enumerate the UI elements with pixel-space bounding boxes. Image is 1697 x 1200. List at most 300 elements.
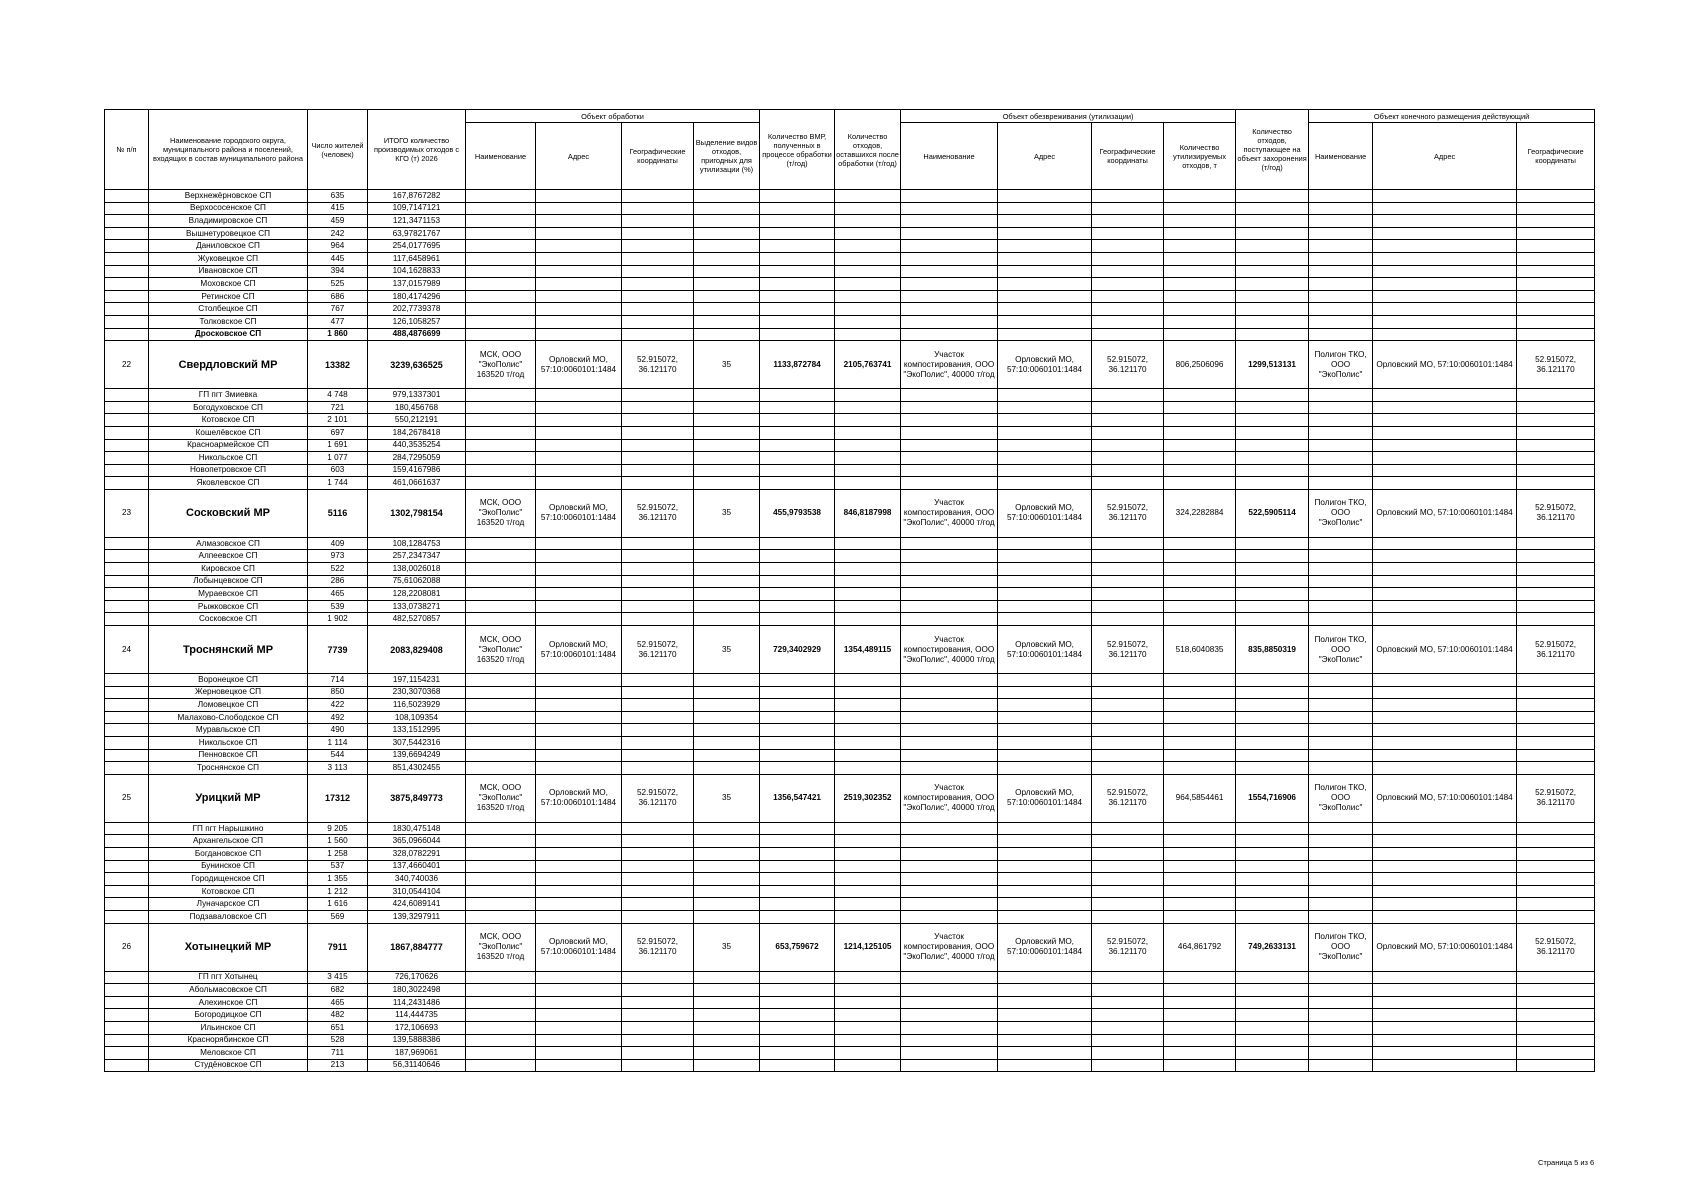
header-final-address: Адрес	[1373, 123, 1517, 190]
settlement-name: Сосковское СП	[149, 613, 308, 626]
population: 525	[308, 278, 368, 291]
empty-cell	[835, 252, 901, 265]
empty-cell	[1236, 464, 1309, 477]
empty-cell	[1092, 202, 1164, 215]
empty-cell	[1309, 686, 1373, 699]
empty-cell	[998, 971, 1092, 984]
burial-quantity: 1554,716906	[1236, 774, 1309, 822]
empty-cell	[1092, 290, 1164, 303]
settlement-row	[105, 711, 1595, 724]
empty-cell	[622, 328, 694, 341]
empty-cell	[1164, 452, 1236, 465]
empty-cell	[1517, 252, 1595, 265]
total-waste: 310,0544104	[368, 885, 466, 898]
empty-cell	[622, 389, 694, 402]
empty-cell	[466, 613, 536, 626]
burial-quantity: 1299,513131	[1236, 341, 1309, 389]
empty-cell	[1164, 240, 1236, 253]
utilization-quantity: 464,861792	[1164, 923, 1236, 971]
empty-cell	[835, 724, 901, 737]
utilization-quantity: 518,6040835	[1164, 626, 1236, 674]
empty-cell	[835, 1021, 901, 1034]
total-waste: 104,1628833	[368, 265, 466, 278]
total-waste: 461,0661637	[368, 477, 466, 490]
header-burial: Количество отходов, поступающее на объект захоронения (т/год)	[1236, 110, 1309, 190]
row-number	[105, 575, 149, 588]
empty-cell	[694, 1034, 760, 1047]
empty-cell	[760, 984, 835, 997]
settlement-row	[105, 737, 1595, 750]
empty-cell	[998, 762, 1092, 775]
empty-cell	[466, 215, 536, 228]
empty-cell	[998, 1021, 1092, 1034]
empty-cell	[901, 563, 998, 576]
empty-cell	[1373, 686, 1517, 699]
total-waste: 139,3297911	[368, 910, 466, 923]
empty-cell	[694, 898, 760, 911]
empty-cell	[1236, 202, 1309, 215]
row-number	[105, 550, 149, 563]
empty-cell	[536, 835, 622, 848]
empty-cell	[1164, 190, 1236, 203]
remaining-waste: 846,8187998	[835, 489, 901, 537]
empty-cell	[536, 984, 622, 997]
empty-cell	[622, 588, 694, 601]
header-population: Число жителей (человек)	[308, 110, 368, 190]
empty-cell	[760, 537, 835, 550]
empty-cell	[901, 389, 998, 402]
settlement-name: Муравльское СП	[149, 724, 308, 737]
empty-cell	[1236, 252, 1309, 265]
empty-cell	[466, 439, 536, 452]
processing-coordinates: 52.915072, 36.121170	[622, 626, 694, 674]
empty-cell	[901, 464, 998, 477]
empty-cell	[536, 674, 622, 687]
empty-cell	[835, 1034, 901, 1047]
empty-cell	[1092, 252, 1164, 265]
empty-cell	[1236, 389, 1309, 402]
total-waste: 257,2347347	[368, 550, 466, 563]
empty-cell	[1309, 699, 1373, 712]
empty-cell	[998, 674, 1092, 687]
settlement-row	[105, 389, 1595, 402]
settlement-name: Владимировское СП	[149, 215, 308, 228]
empty-cell	[466, 749, 536, 762]
empty-cell	[1373, 240, 1517, 253]
total-waste: 851,4302455	[368, 762, 466, 775]
empty-cell	[1309, 240, 1373, 253]
empty-cell	[536, 1034, 622, 1047]
empty-cell	[466, 686, 536, 699]
empty-cell	[694, 737, 760, 750]
settlement-row	[105, 600, 1595, 613]
empty-cell	[466, 1034, 536, 1047]
population: 714	[308, 674, 368, 687]
header-proc-name: Наименование	[466, 123, 536, 190]
row-number	[105, 910, 149, 923]
empty-cell	[1092, 315, 1164, 328]
settlement-name: Жуковецкое СП	[149, 252, 308, 265]
empty-cell	[466, 737, 536, 750]
processing-name: МСК, ООО "ЭкоПолис" 163520 т/год	[466, 774, 536, 822]
settlement-name: Архангельское СП	[149, 835, 308, 848]
population: 445	[308, 252, 368, 265]
empty-cell	[1373, 674, 1517, 687]
empty-cell	[1236, 699, 1309, 712]
row-number	[105, 885, 149, 898]
empty-cell	[1373, 984, 1517, 997]
empty-cell	[1517, 401, 1595, 414]
empty-cell	[1164, 873, 1236, 886]
empty-cell	[1373, 227, 1517, 240]
settlement-row	[105, 563, 1595, 576]
row-number	[105, 749, 149, 762]
utilization-coordinates: 52.915072, 36.121170	[1092, 774, 1164, 822]
empty-cell	[694, 426, 760, 439]
empty-cell	[536, 860, 622, 873]
row-number	[105, 414, 149, 427]
row-number: 26	[105, 923, 149, 971]
empty-cell	[694, 190, 760, 203]
settlement-row	[105, 971, 1595, 984]
empty-cell	[1309, 724, 1373, 737]
empty-cell	[760, 860, 835, 873]
empty-cell	[1236, 588, 1309, 601]
empty-cell	[622, 873, 694, 886]
empty-cell	[466, 822, 536, 835]
population: 544	[308, 749, 368, 762]
total-waste: 424,6089141	[368, 898, 466, 911]
utilization-name: Участок компостирования, ООО "ЭкоПолис", 40000 т/год	[901, 626, 998, 674]
empty-cell	[998, 699, 1092, 712]
empty-cell	[1373, 1034, 1517, 1047]
empty-cell	[835, 711, 901, 724]
empty-cell	[1373, 426, 1517, 439]
empty-cell	[536, 426, 622, 439]
empty-cell	[536, 885, 622, 898]
total-waste: 197,1154231	[368, 674, 466, 687]
empty-cell	[1309, 190, 1373, 203]
empty-cell	[1309, 315, 1373, 328]
empty-cell	[1517, 477, 1595, 490]
row-number	[105, 971, 149, 984]
settlement-row	[105, 315, 1595, 328]
empty-cell	[622, 190, 694, 203]
settlement-row	[105, 290, 1595, 303]
empty-cell	[901, 303, 998, 316]
empty-cell	[998, 315, 1092, 328]
empty-cell	[536, 477, 622, 490]
empty-cell	[622, 290, 694, 303]
empty-cell	[622, 737, 694, 750]
empty-cell	[998, 749, 1092, 762]
total-waste: 128,2208081	[368, 588, 466, 601]
processing-address: Орловский МО, 57:10:0060101:1484	[536, 923, 622, 971]
vmr-quantity: 729,3402929	[760, 626, 835, 674]
empty-cell	[1236, 414, 1309, 427]
settlement-row	[105, 860, 1595, 873]
empty-cell	[1517, 414, 1595, 427]
empty-cell	[694, 860, 760, 873]
processing-coordinates: 52.915072, 36.121170	[622, 489, 694, 537]
empty-cell	[622, 401, 694, 414]
empty-cell	[694, 613, 760, 626]
empty-cell	[1309, 227, 1373, 240]
empty-cell	[1092, 984, 1164, 997]
empty-cell	[1373, 190, 1517, 203]
empty-cell	[694, 215, 760, 228]
settlement-name: Богородицкое СП	[149, 1009, 308, 1022]
empty-cell	[1236, 686, 1309, 699]
settlement-name: Ивановское СП	[149, 265, 308, 278]
empty-cell	[1517, 873, 1595, 886]
empty-cell	[901, 575, 998, 588]
empty-cell	[1373, 252, 1517, 265]
empty-cell	[1517, 290, 1595, 303]
empty-cell	[1164, 724, 1236, 737]
settlement-row	[105, 537, 1595, 550]
utilization-address: Орловский МО, 57:10:0060101:1484	[998, 923, 1092, 971]
empty-cell	[1092, 439, 1164, 452]
settlement-name: Новопетровское СП	[149, 464, 308, 477]
empty-cell	[835, 278, 901, 291]
row-number	[105, 439, 149, 452]
empty-cell	[835, 477, 901, 490]
empty-cell	[1517, 1034, 1595, 1047]
empty-cell	[466, 724, 536, 737]
empty-cell	[760, 303, 835, 316]
header-remaining: Количество отходов, оставшихся после обработки (т/год)	[835, 110, 901, 190]
empty-cell	[998, 984, 1092, 997]
total-waste: 159,4167986	[368, 464, 466, 477]
empty-cell	[835, 452, 901, 465]
empty-cell	[622, 414, 694, 427]
empty-cell	[694, 910, 760, 923]
empty-cell	[466, 971, 536, 984]
empty-cell	[1092, 588, 1164, 601]
empty-cell	[1309, 426, 1373, 439]
empty-cell	[1092, 278, 1164, 291]
empty-cell	[1164, 762, 1236, 775]
settlement-row	[105, 762, 1595, 775]
empty-cell	[536, 227, 622, 240]
empty-cell	[901, 315, 998, 328]
empty-cell	[1309, 910, 1373, 923]
empty-cell	[1164, 278, 1236, 291]
empty-cell	[1236, 190, 1309, 203]
empty-cell	[835, 873, 901, 886]
settlement-name: Яковлевское СП	[149, 477, 308, 490]
empty-cell	[622, 563, 694, 576]
row-number	[105, 822, 149, 835]
empty-cell	[694, 265, 760, 278]
empty-cell	[1236, 290, 1309, 303]
empty-cell	[760, 996, 835, 1009]
empty-cell	[760, 190, 835, 203]
empty-cell	[1373, 278, 1517, 291]
header-processing-group: Объект обработки	[466, 110, 760, 123]
empty-cell	[1236, 426, 1309, 439]
settlement-name: Городищенское СП	[149, 873, 308, 886]
empty-cell	[536, 550, 622, 563]
total-waste: 133,1512995	[368, 724, 466, 737]
empty-cell	[1164, 202, 1236, 215]
empty-cell	[1517, 575, 1595, 588]
empty-cell	[1309, 303, 1373, 316]
empty-cell	[1164, 265, 1236, 278]
empty-cell	[1517, 1021, 1595, 1034]
empty-cell	[1164, 315, 1236, 328]
empty-cell	[1309, 984, 1373, 997]
empty-cell	[1309, 835, 1373, 848]
empty-cell	[1309, 278, 1373, 291]
empty-cell	[1092, 265, 1164, 278]
settlement-row	[105, 1021, 1595, 1034]
empty-cell	[466, 860, 536, 873]
empty-cell	[536, 575, 622, 588]
population: 3 415	[308, 971, 368, 984]
population: 415	[308, 202, 368, 215]
empty-cell	[835, 996, 901, 1009]
row-number: 23	[105, 489, 149, 537]
empty-cell	[1517, 984, 1595, 997]
empty-cell	[536, 910, 622, 923]
empty-cell	[1092, 699, 1164, 712]
empty-cell	[1309, 414, 1373, 427]
empty-cell	[998, 401, 1092, 414]
empty-cell	[998, 996, 1092, 1009]
empty-cell	[1373, 537, 1517, 550]
empty-cell	[622, 600, 694, 613]
empty-cell	[835, 898, 901, 911]
row-number	[105, 278, 149, 291]
population: 1 560	[308, 835, 368, 848]
processing-name: МСК, ООО "ЭкоПолис" 163520 т/год	[466, 923, 536, 971]
settlement-row	[105, 1047, 1595, 1060]
population: 721	[308, 401, 368, 414]
empty-cell	[1517, 315, 1595, 328]
empty-cell	[1164, 303, 1236, 316]
district-name: Троснянский МР	[149, 626, 308, 674]
empty-cell	[760, 749, 835, 762]
landfill-address: Орловский МО, 57:10:0060101:1484	[1373, 923, 1517, 971]
empty-cell	[622, 550, 694, 563]
empty-cell	[760, 452, 835, 465]
empty-cell	[1309, 328, 1373, 341]
empty-cell	[998, 1047, 1092, 1060]
empty-cell	[1517, 328, 1595, 341]
total-waste: 126,1058257	[368, 315, 466, 328]
empty-cell	[622, 1047, 694, 1060]
empty-cell	[1092, 674, 1164, 687]
empty-cell	[835, 860, 901, 873]
empty-cell	[1517, 711, 1595, 724]
empty-cell	[694, 588, 760, 601]
empty-cell	[1517, 762, 1595, 775]
settlement-name: Толковское СП	[149, 315, 308, 328]
empty-cell	[1373, 724, 1517, 737]
empty-cell	[622, 674, 694, 687]
empty-cell	[466, 290, 536, 303]
empty-cell	[622, 240, 694, 253]
empty-cell	[835, 202, 901, 215]
settlement-row	[105, 227, 1595, 240]
empty-cell	[1373, 290, 1517, 303]
empty-cell	[1373, 401, 1517, 414]
row-number	[105, 737, 149, 750]
empty-cell	[694, 477, 760, 490]
empty-cell	[835, 328, 901, 341]
empty-cell	[901, 711, 998, 724]
settlement-name: Даниловское СП	[149, 240, 308, 253]
empty-cell	[901, 835, 998, 848]
empty-cell	[1517, 1059, 1595, 1072]
empty-cell	[1164, 600, 1236, 613]
empty-cell	[998, 885, 1092, 898]
empty-cell	[1373, 550, 1517, 563]
empty-cell	[466, 984, 536, 997]
empty-cell	[1373, 971, 1517, 984]
settlement-row	[105, 303, 1595, 316]
empty-cell	[536, 711, 622, 724]
row-number	[105, 600, 149, 613]
settlement-name: Абольмасовское СП	[149, 984, 308, 997]
settlement-name: Ломовецкое СП	[149, 699, 308, 712]
row-number	[105, 240, 149, 253]
empty-cell	[694, 315, 760, 328]
empty-cell	[1309, 822, 1373, 835]
empty-cell	[536, 290, 622, 303]
settlement-row	[105, 452, 1595, 465]
landfill-address: Орловский МО, 57:10:0060101:1484	[1373, 774, 1517, 822]
empty-cell	[536, 328, 622, 341]
empty-cell	[901, 452, 998, 465]
total-waste: 365,0966044	[368, 835, 466, 848]
empty-cell	[1373, 315, 1517, 328]
empty-cell	[760, 215, 835, 228]
empty-cell	[1517, 898, 1595, 911]
population: 465	[308, 996, 368, 1009]
processing-address: Орловский МО, 57:10:0060101:1484	[536, 774, 622, 822]
empty-cell	[1092, 835, 1164, 848]
empty-cell	[1373, 303, 1517, 316]
empty-cell	[1373, 1059, 1517, 1072]
empty-cell	[1309, 996, 1373, 1009]
settlement-name: Алпеевское СП	[149, 550, 308, 563]
empty-cell	[1236, 550, 1309, 563]
empty-cell	[998, 860, 1092, 873]
empty-cell	[901, 674, 998, 687]
empty-cell	[1164, 885, 1236, 898]
population: 682	[308, 984, 368, 997]
empty-cell	[1517, 389, 1595, 402]
empty-cell	[536, 303, 622, 316]
empty-cell	[1373, 749, 1517, 762]
district-name: Хотынецкий МР	[149, 923, 308, 971]
empty-cell	[536, 749, 622, 762]
empty-cell	[1164, 822, 1236, 835]
empty-cell	[760, 686, 835, 699]
empty-cell	[760, 873, 835, 886]
settlement-name: Студёновское СП	[149, 1059, 308, 1072]
population: 7911	[308, 923, 368, 971]
empty-cell	[1092, 885, 1164, 898]
empty-cell	[536, 190, 622, 203]
empty-cell	[1164, 860, 1236, 873]
utilization-coordinates: 52.915072, 36.121170	[1092, 489, 1164, 537]
total-waste: 133,0738271	[368, 600, 466, 613]
empty-cell	[536, 996, 622, 1009]
